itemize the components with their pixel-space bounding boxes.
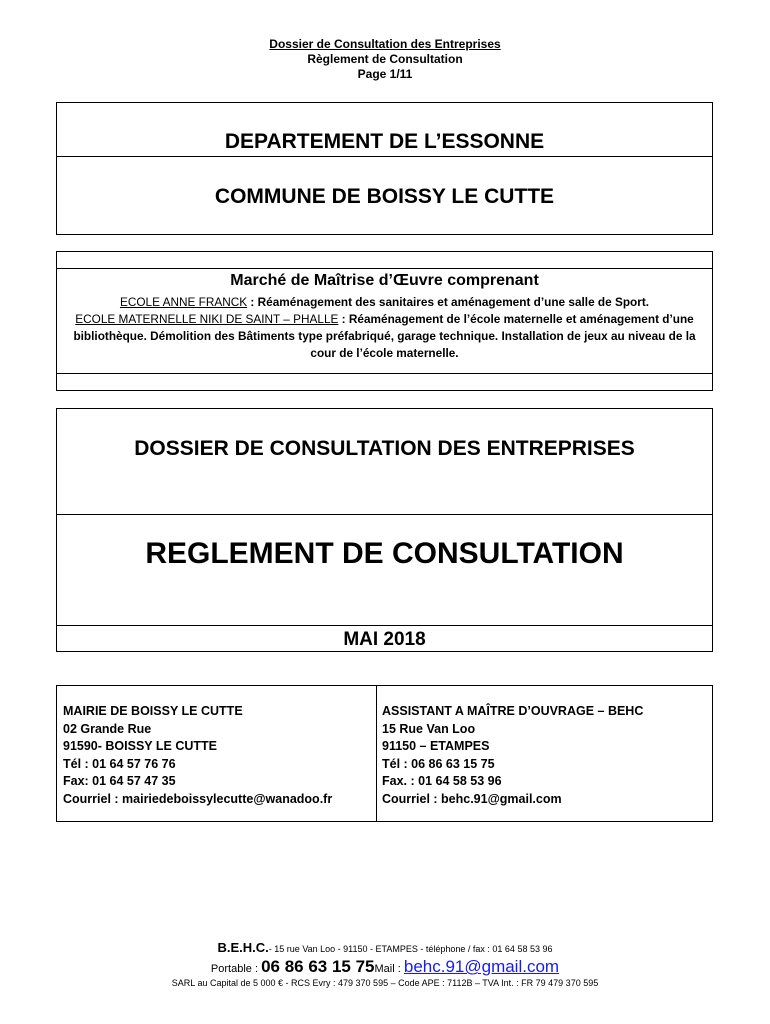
header-line-1: Dossier de Consultation des Entreprises bbox=[269, 37, 501, 51]
footer-legal: SARL au Capital de 5 000 € - RCS Evry : 479 370 595 – Code APE : 7112B – TVA Int. : FR 79 479 370 595 bbox=[171, 978, 599, 988]
behc-city: 91150 – ETAMPES bbox=[382, 739, 490, 753]
header-page-number: Page 1/11 bbox=[357, 67, 413, 81]
mairie-email: Courriel : mairiedeboissylecutte@wanadoo.fr bbox=[63, 791, 333, 806]
market-box bbox=[56, 251, 713, 391]
behc-name: ASSISTANT A MAÎTRE D’OUVRAGE – BEHC bbox=[382, 704, 644, 718]
divider bbox=[57, 156, 712, 157]
document-header bbox=[0, 37, 770, 82]
divider bbox=[57, 268, 712, 269]
footer-mail-label: Mail : bbox=[374, 963, 404, 975]
school2-line bbox=[67, 311, 702, 362]
date-label: MAI 2018 bbox=[343, 629, 426, 650]
footer-address: - 15 rue Van Loo - 91150 - ETAMPES - téléphone / fax : 01 64 58 53 96 bbox=[268, 944, 553, 954]
school1-name: ECOLE ANNE FRANCK bbox=[119, 295, 248, 309]
behc-street: 15 Rue Van Loo bbox=[382, 721, 476, 736]
column-divider bbox=[376, 686, 377, 821]
footer-contact-line bbox=[0, 957, 770, 977]
footer-brand: B.E.H.C. bbox=[217, 940, 269, 955]
market-title: Marché de Maîtrise d’Œuvre comprenant bbox=[230, 272, 539, 289]
school2-name: ECOLE MATERNELLE NIKI DE SAINT – PHALLE bbox=[75, 312, 339, 326]
contacts-box bbox=[56, 685, 713, 822]
behc-contact bbox=[382, 703, 643, 808]
divider bbox=[57, 625, 712, 626]
school2-desc: : Réaménagement de l’école maternelle et aménagement d’une bibliothèque. Démolition des Bâtiments type préfabriqué, garage technique. Installation de jeux au niveau de la cour de l’école maternelle. bbox=[73, 312, 696, 360]
mairie-tel: Tél : 01 64 57 76 76 bbox=[63, 756, 176, 771]
school1-desc: : Réaménagement des sanitaires et aménagement d’une salle de Sport. bbox=[247, 295, 650, 309]
school1-line bbox=[67, 294, 702, 311]
department-title: DEPARTEMENT DE L’ESSONNE bbox=[224, 130, 545, 153]
reglement-title: REGLEMENT DE CONSULTATION bbox=[145, 537, 624, 570]
mairie-fax: Fax: 01 64 57 47 35 bbox=[63, 774, 176, 788]
header-line-2: Règlement de Consultation bbox=[307, 52, 463, 66]
mairie-city: 91590- BOISSY LE CUTTE bbox=[63, 739, 217, 753]
footer-portable: 06 86 63 15 75 bbox=[261, 957, 375, 976]
mairie-contact bbox=[63, 703, 332, 808]
divider bbox=[57, 373, 712, 374]
footer-mail-link[interactable]: behc.91@gmail.com bbox=[403, 957, 560, 976]
footer-portable-label: Portable : bbox=[210, 963, 262, 975]
behc-email: Courriel : behc.91@gmail.com bbox=[382, 791, 562, 806]
department-box bbox=[56, 102, 713, 235]
mairie-street: 02 Grande Rue bbox=[63, 721, 152, 736]
mairie-name: MAIRIE DE BOISSY LE CUTTE bbox=[63, 704, 243, 718]
dossier-title: DOSSIER DE CONSULTATION DES ENTREPRISES bbox=[134, 437, 635, 460]
divider bbox=[57, 514, 712, 515]
footer-address-line bbox=[0, 940, 770, 955]
commune-title: COMMUNE DE BOISSY LE CUTTE bbox=[214, 185, 555, 208]
consultation-box bbox=[56, 408, 713, 652]
behc-fax: Fax. : 01 64 58 53 96 bbox=[382, 774, 502, 788]
behc-tel: Tél : 06 86 63 15 75 bbox=[382, 756, 495, 771]
market-description bbox=[67, 294, 702, 362]
